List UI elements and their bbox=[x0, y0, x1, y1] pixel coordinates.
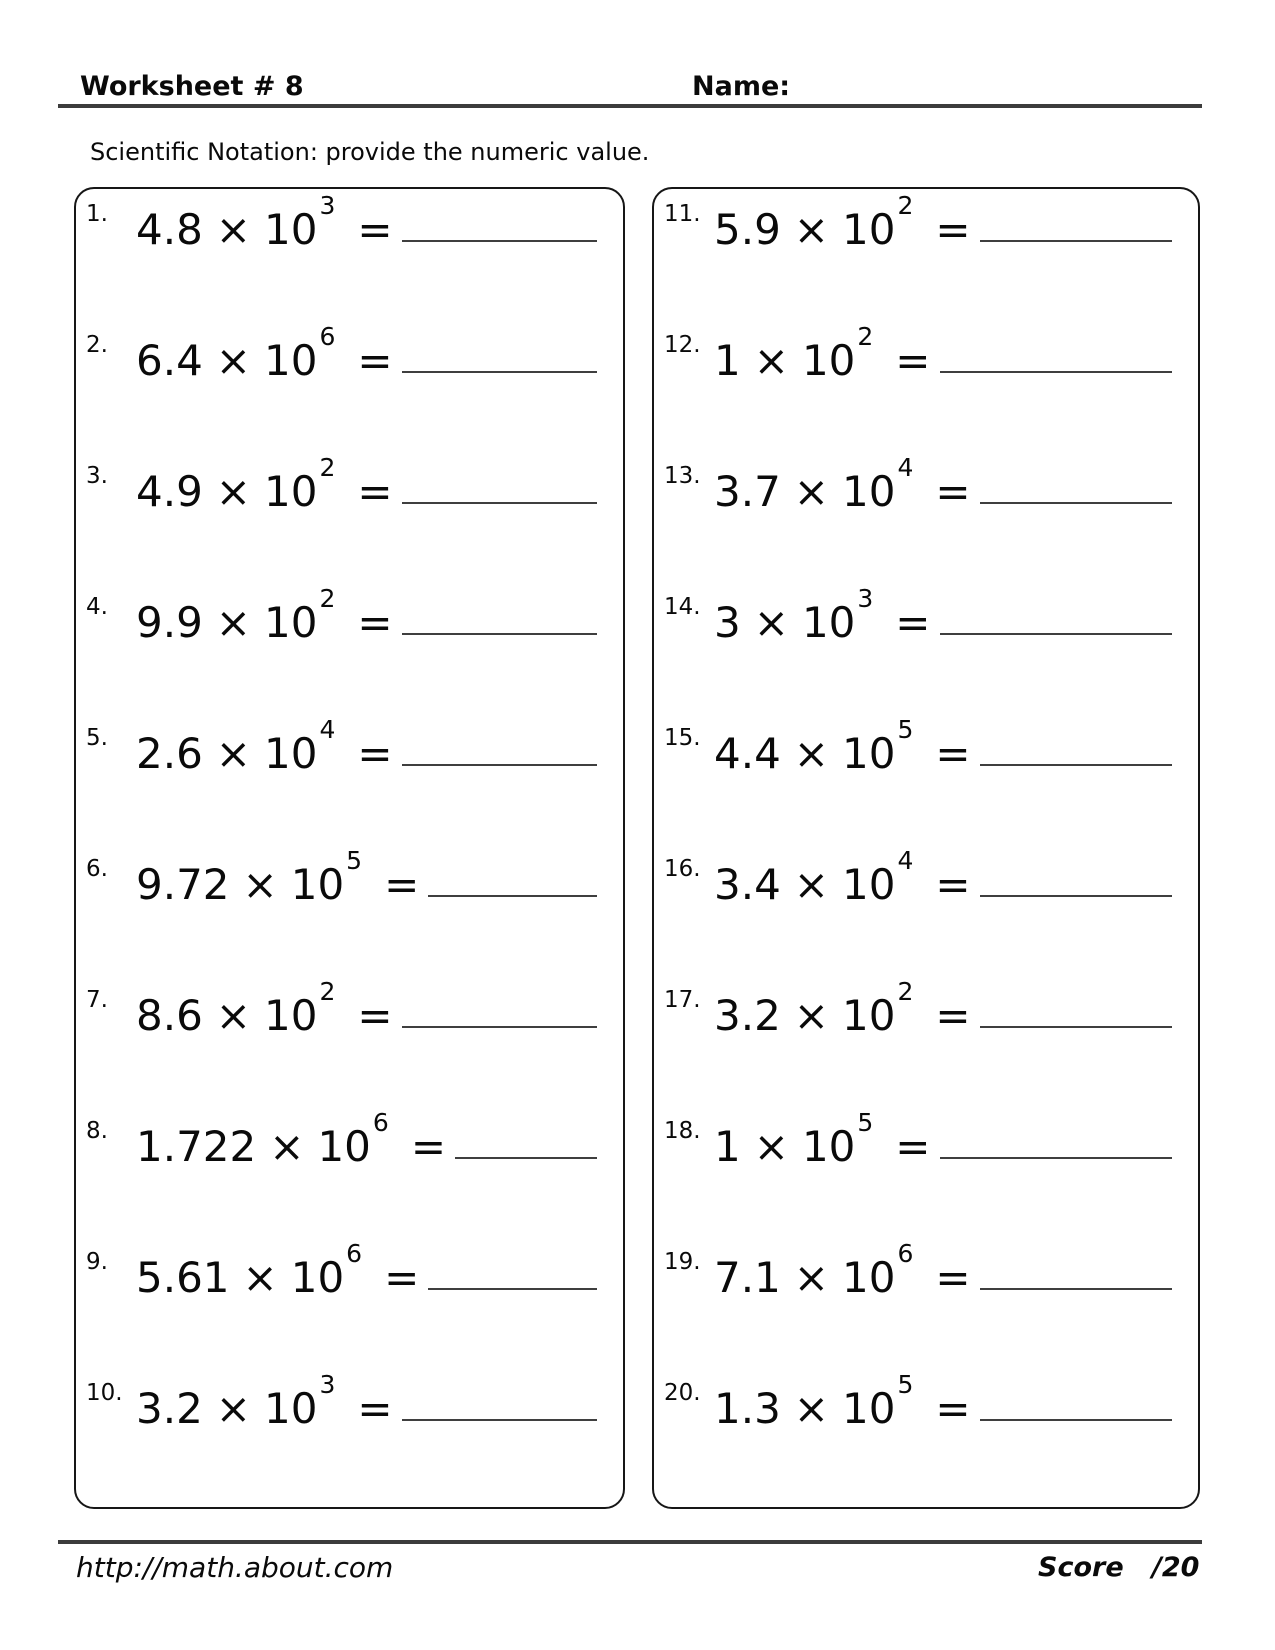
multiplication-sign: × bbox=[793, 991, 829, 1040]
problem-row bbox=[654, 715, 1198, 851]
coefficient: 5.9 bbox=[714, 205, 781, 254]
multiplication-sign: × bbox=[793, 1253, 829, 1302]
coefficient: 4.9 bbox=[136, 467, 203, 516]
coefficient: 1.3 bbox=[714, 1384, 781, 1433]
base-ten: 10 bbox=[842, 1253, 896, 1302]
exponent: 2 bbox=[857, 322, 874, 351]
equals-sign: = bbox=[384, 860, 420, 909]
exponent: 5 bbox=[346, 846, 363, 875]
problem-number: 1. bbox=[86, 201, 108, 227]
base-ten: 10 bbox=[801, 1122, 856, 1171]
problem-row bbox=[76, 846, 623, 982]
base-ten: 10 bbox=[264, 729, 318, 778]
problem-number: 3. bbox=[86, 463, 108, 489]
equals-sign: = bbox=[384, 1253, 420, 1302]
exponent: 3 bbox=[857, 584, 874, 613]
coefficient: 3.4 bbox=[714, 860, 781, 909]
base-ten: 10 bbox=[264, 1384, 318, 1433]
multiplication-sign: × bbox=[215, 991, 251, 1040]
exponent: 2 bbox=[897, 191, 914, 220]
problem-number: 20. bbox=[664, 1380, 701, 1406]
exponent: 5 bbox=[897, 1370, 914, 1399]
coefficient: 4.8 bbox=[136, 205, 203, 254]
coefficient: 3.7 bbox=[714, 467, 781, 516]
exponent: 5 bbox=[857, 1108, 874, 1137]
problem-number: 10. bbox=[86, 1380, 123, 1406]
coefficient: 1 bbox=[714, 336, 741, 385]
equals-sign: = bbox=[357, 336, 393, 385]
multiplication-sign: × bbox=[242, 860, 278, 909]
answer-blank[interactable] bbox=[980, 1375, 1172, 1421]
equals-sign: = bbox=[935, 729, 971, 778]
problem-expression bbox=[136, 1370, 393, 1434]
exponent: 6 bbox=[319, 322, 336, 351]
equals-sign: = bbox=[357, 467, 393, 516]
base-ten: 10 bbox=[317, 1122, 371, 1171]
coefficient: 1.722 bbox=[136, 1122, 257, 1171]
problem-expression bbox=[714, 846, 971, 910]
equals-sign: = bbox=[935, 1384, 971, 1433]
multiplication-sign: × bbox=[215, 205, 251, 254]
answer-blank[interactable] bbox=[940, 589, 1173, 635]
multiplication-sign: × bbox=[215, 336, 251, 385]
answer-blank[interactable] bbox=[402, 196, 597, 242]
problem-row bbox=[654, 453, 1198, 589]
answer-blank[interactable] bbox=[940, 327, 1173, 373]
equals-sign: = bbox=[357, 729, 393, 778]
answer-blank[interactable] bbox=[428, 1244, 597, 1290]
problem-row bbox=[654, 1108, 1198, 1244]
problem-expression bbox=[714, 322, 931, 386]
problem-expression bbox=[136, 191, 393, 255]
coefficient: 9.9 bbox=[136, 598, 203, 647]
base-ten: 10 bbox=[264, 991, 318, 1040]
multiplication-sign: × bbox=[215, 1384, 251, 1433]
equals-sign: = bbox=[895, 336, 931, 385]
problem-expression bbox=[136, 1108, 447, 1172]
coefficient: 9.72 bbox=[136, 860, 230, 909]
base-ten: 10 bbox=[842, 991, 896, 1040]
answer-blank[interactable] bbox=[402, 982, 597, 1028]
multiplication-sign: × bbox=[793, 860, 829, 909]
exponent: 2 bbox=[897, 977, 914, 1006]
problem-number: 6. bbox=[86, 856, 108, 882]
problem-number: 8. bbox=[86, 1118, 108, 1144]
problem-row bbox=[654, 1239, 1198, 1375]
multiplication-sign: × bbox=[793, 205, 829, 254]
problem-number: 14. bbox=[664, 594, 701, 620]
exponent: 5 bbox=[897, 715, 914, 744]
base-ten: 10 bbox=[801, 598, 856, 647]
problem-row bbox=[654, 1370, 1198, 1506]
score-label: Score bbox=[1038, 1552, 1124, 1583]
answer-blank[interactable] bbox=[402, 458, 597, 504]
base-ten: 10 bbox=[842, 729, 896, 778]
problem-expression bbox=[136, 584, 393, 648]
problem-number: 15. bbox=[664, 725, 701, 751]
exponent: 4 bbox=[319, 715, 336, 744]
problem-number: 18. bbox=[664, 1118, 701, 1144]
exponent: 4 bbox=[897, 453, 914, 482]
base-ten: 10 bbox=[264, 467, 318, 516]
answer-blank[interactable] bbox=[402, 720, 597, 766]
problem-expression bbox=[714, 191, 971, 255]
worksheet-title: Worksheet # 8 bbox=[80, 71, 304, 102]
coefficient: 1 bbox=[714, 1122, 741, 1171]
coefficient: 3.2 bbox=[136, 1384, 203, 1433]
answer-blank[interactable] bbox=[980, 458, 1172, 504]
base-ten: 10 bbox=[264, 598, 318, 647]
problem-row bbox=[654, 977, 1198, 1113]
problem-expression bbox=[714, 977, 971, 1041]
answer-blank[interactable] bbox=[402, 1375, 597, 1421]
problem-row bbox=[76, 715, 623, 851]
base-ten: 10 bbox=[290, 860, 345, 909]
score-value: /20 bbox=[1152, 1552, 1200, 1583]
problem-expression bbox=[136, 977, 393, 1041]
multiplication-sign: × bbox=[793, 1384, 829, 1433]
problem-number: 5. bbox=[86, 725, 108, 751]
coefficient: 7.1 bbox=[714, 1253, 781, 1302]
problem-row bbox=[76, 191, 623, 327]
exponent: 6 bbox=[897, 1239, 914, 1268]
multiplication-sign: × bbox=[753, 336, 789, 385]
problem-row bbox=[76, 1239, 623, 1375]
multiplication-sign: × bbox=[753, 598, 789, 647]
base-ten: 10 bbox=[842, 205, 896, 254]
base-ten: 10 bbox=[842, 467, 896, 516]
answer-blank[interactable] bbox=[402, 589, 597, 635]
answer-blank[interactable] bbox=[428, 851, 597, 897]
multiplication-sign: × bbox=[269, 1122, 305, 1171]
problem-row bbox=[76, 977, 623, 1113]
problem-expression bbox=[714, 453, 971, 517]
coefficient: 4.4 bbox=[714, 729, 781, 778]
footer-rule bbox=[58, 1540, 1202, 1544]
base-ten: 10 bbox=[264, 205, 318, 254]
exponent: 2 bbox=[319, 584, 336, 613]
instructions-text: Scientific Notation: provide the numeric value. bbox=[90, 138, 650, 166]
problem-row bbox=[654, 584, 1198, 720]
base-ten: 10 bbox=[801, 336, 856, 385]
multiplication-sign: × bbox=[215, 729, 251, 778]
multiplication-sign: × bbox=[215, 467, 251, 516]
problem-number: 17. bbox=[664, 987, 701, 1013]
problem-row bbox=[654, 846, 1198, 982]
problem-row bbox=[76, 1370, 623, 1506]
equals-sign: = bbox=[357, 598, 393, 647]
problem-expression bbox=[136, 715, 393, 779]
coefficient: 6.4 bbox=[136, 336, 203, 385]
problem-expression bbox=[136, 453, 393, 517]
problem-expression bbox=[714, 715, 971, 779]
problem-row bbox=[76, 1108, 623, 1244]
equals-sign: = bbox=[935, 205, 971, 254]
multiplication-sign: × bbox=[793, 467, 829, 516]
equals-sign: = bbox=[895, 598, 931, 647]
equals-sign: = bbox=[895, 1122, 931, 1171]
coefficient: 8.6 bbox=[136, 991, 203, 1040]
answer-blank[interactable] bbox=[980, 720, 1172, 766]
equals-sign: = bbox=[935, 1253, 971, 1302]
exponent: 2 bbox=[319, 453, 336, 482]
problem-row bbox=[76, 453, 623, 589]
exponent: 2 bbox=[319, 977, 336, 1006]
problem-number: 2. bbox=[86, 332, 108, 358]
problem-row bbox=[76, 322, 623, 458]
problem-expression bbox=[714, 1239, 971, 1303]
exponent: 3 bbox=[319, 1370, 336, 1399]
equals-sign: = bbox=[357, 205, 393, 254]
problem-number: 12. bbox=[664, 332, 701, 358]
coefficient: 5.61 bbox=[136, 1253, 230, 1302]
equals-sign: = bbox=[357, 1384, 393, 1433]
answer-blank[interactable] bbox=[402, 327, 597, 373]
multiplication-sign: × bbox=[215, 598, 251, 647]
problem-expression bbox=[714, 584, 931, 648]
equals-sign: = bbox=[935, 467, 971, 516]
footer-url: http://math.about.com bbox=[76, 1551, 394, 1584]
problem-number: 9. bbox=[86, 1249, 108, 1275]
multiplication-sign: × bbox=[753, 1122, 789, 1171]
problem-number: 4. bbox=[86, 594, 108, 620]
problem-number: 19. bbox=[664, 1249, 701, 1275]
multiplication-sign: × bbox=[793, 729, 829, 778]
coefficient: 3 bbox=[714, 598, 741, 647]
problem-expression bbox=[136, 322, 393, 386]
header-rule-name-line bbox=[58, 104, 1202, 108]
problem-expression bbox=[714, 1108, 931, 1172]
problem-expression bbox=[136, 1239, 420, 1303]
problem-row bbox=[654, 322, 1198, 458]
problem-row bbox=[76, 584, 623, 720]
exponent: 4 bbox=[897, 846, 914, 875]
answer-blank[interactable] bbox=[980, 196, 1172, 242]
equals-sign: = bbox=[935, 991, 971, 1040]
coefficient: 3.2 bbox=[714, 991, 781, 1040]
answer-blank[interactable] bbox=[980, 982, 1172, 1028]
exponent: 6 bbox=[372, 1108, 389, 1137]
problem-number: 16. bbox=[664, 856, 701, 882]
answer-blank[interactable] bbox=[455, 1113, 597, 1159]
base-ten: 10 bbox=[842, 1384, 896, 1433]
coefficient: 2.6 bbox=[136, 729, 203, 778]
problem-expression bbox=[136, 846, 420, 910]
equals-sign: = bbox=[935, 860, 971, 909]
name-label: Name: bbox=[692, 71, 791, 102]
problem-number: 11. bbox=[664, 201, 701, 227]
problems-panel-left bbox=[74, 187, 625, 1509]
base-ten: 10 bbox=[264, 336, 318, 385]
exponent: 3 bbox=[319, 191, 336, 220]
equals-sign: = bbox=[357, 991, 393, 1040]
equals-sign: = bbox=[410, 1122, 447, 1171]
problem-row bbox=[654, 191, 1198, 327]
problems-panel-right bbox=[652, 187, 1200, 1509]
answer-blank[interactable] bbox=[940, 1113, 1173, 1159]
answer-blank[interactable] bbox=[980, 1244, 1172, 1290]
problem-number: 13. bbox=[664, 463, 701, 489]
base-ten: 10 bbox=[290, 1253, 345, 1302]
problem-number: 7. bbox=[86, 987, 108, 1013]
multiplication-sign: × bbox=[242, 1253, 278, 1302]
exponent: 6 bbox=[346, 1239, 363, 1268]
answer-blank[interactable] bbox=[980, 851, 1172, 897]
problem-expression bbox=[714, 1370, 971, 1434]
base-ten: 10 bbox=[842, 860, 896, 909]
